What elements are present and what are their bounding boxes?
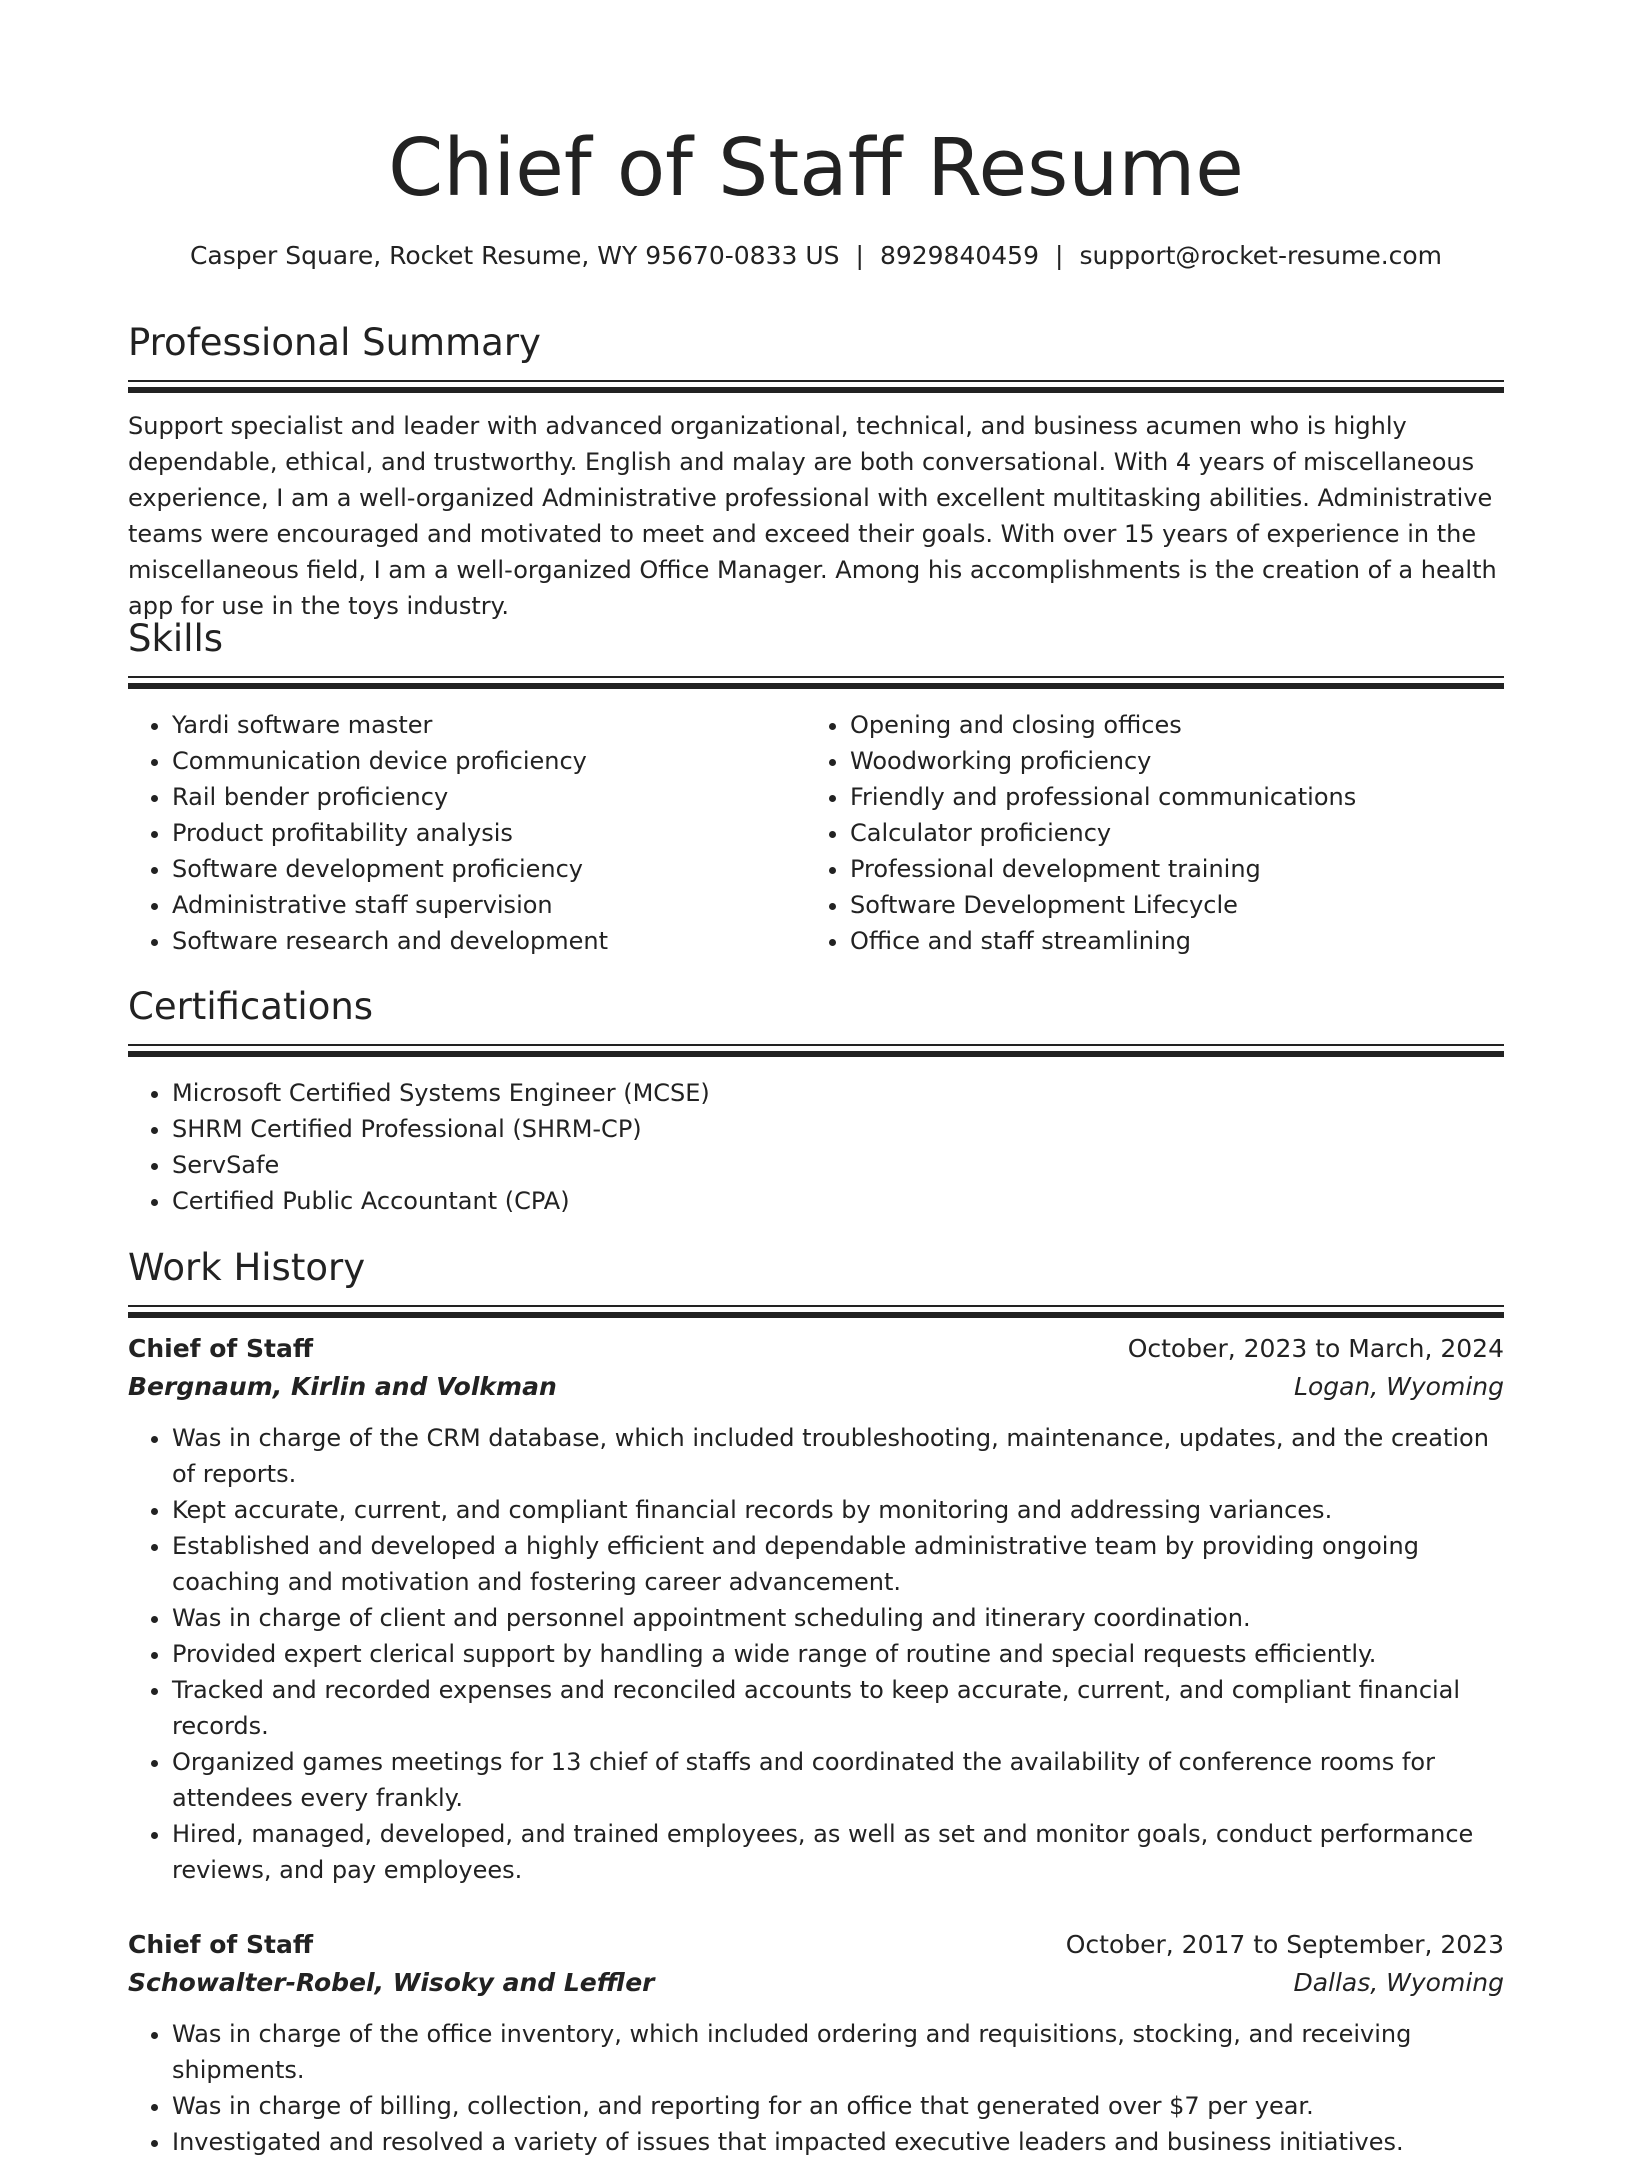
job-bullet: • Hired, managed, developed, and trained employees, as well as set and monitor goals, conduct performance reviews, and pay employees.: [172, 1816, 1504, 1888]
job-bullet: • Organized games meetings for 13 chief of staffs and coordinated the availability of conference rooms for attendees every frankly.: [172, 1744, 1504, 1816]
section-divider: [128, 683, 1504, 689]
contact-separator: |: [855, 241, 864, 270]
skill-item: • Yardi software master: [172, 707, 806, 743]
job-bullet: • Investigated and resolved a variety of issues that impacted executive leaders and business initiatives.: [172, 2124, 1504, 2160]
job-dates: October, 2017 to September, 2023: [1065, 1930, 1504, 1959]
job-bullet: • Tracked and recorded expenses and reconciled accounts to keep accurate, current, and compliant financial records.: [172, 1672, 1504, 1744]
certification-item: • ServSafe: [172, 1147, 1504, 1183]
job-bullet: • Was in charge of billing, collection, and reporting for an office that generated over $7 per year.: [172, 2088, 1504, 2124]
section-divider: [128, 676, 1504, 678]
section-divider: [128, 1044, 1504, 1046]
section-divider: [128, 387, 1504, 393]
work-history-heading: Work History: [128, 1246, 366, 1289]
skill-item: • Opening and closing offices: [850, 707, 1484, 743]
certification-item: • SHRM Certified Professional (SHRM-CP): [172, 1111, 1504, 1147]
skill-item: • Product profitability analysis: [172, 815, 806, 851]
contact-phone: 8929840459: [879, 241, 1039, 270]
skill-item: • Woodworking proficiency: [850, 743, 1484, 779]
job-bullets: [128, 1420, 1504, 1888]
contact-address: Casper Square, Rocket Resume, WY 95670-0833 US: [189, 241, 840, 270]
skill-item: • Calculator proficiency: [850, 815, 1484, 851]
skills-heading: Skills: [128, 617, 224, 660]
certifications-list: [128, 1075, 1504, 1219]
job-location: Dallas, Wyoming: [1293, 1968, 1504, 1997]
skills-right-column: [806, 707, 1484, 959]
skill-item: • Rail bender proficiency: [172, 779, 806, 815]
job-company: Bergnaum, Kirlin and Volkman: [128, 1372, 557, 1401]
certification-item: • Certified Public Accountant (CPA): [172, 1183, 1504, 1219]
job-bullet: • Established and developed a highly efficient and dependable administrative team by providing ongoing coaching and motivation and fostering career advancement.: [172, 1528, 1504, 1600]
skill-item: • Software Development Lifecycle: [850, 887, 1484, 923]
job-bullet: • Was in charge of the CRM database, which included troubleshooting, maintenance, updates, and the creation of reports.: [172, 1420, 1504, 1492]
skill-item: • Communication device proficiency: [172, 743, 806, 779]
job-entry: [128, 1330, 1504, 1888]
summary-section: [128, 318, 1504, 624]
certification-item: • Microsoft Certified Systems Engineer (MCSE): [172, 1075, 1504, 1111]
skill-item: • Friendly and professional communications: [850, 779, 1484, 815]
job-header: [128, 1330, 1504, 1368]
job-bullet: • Kept accurate, current, and compliant financial records by monitoring and addressing variances.: [172, 1492, 1504, 1528]
section-divider: [128, 1051, 1504, 1057]
job-title: Chief of Staff: [128, 1930, 314, 1959]
job-header: [128, 1926, 1504, 1964]
contact-line: [128, 236, 1504, 276]
job-location: Logan, Wyoming: [1294, 1372, 1504, 1401]
job-entry: [128, 1926, 1504, 2160]
resume-title: Chief of Staff Resume: [388, 122, 1244, 214]
contact-email: support@rocket-resume.com: [1079, 241, 1443, 270]
job-company: Schowalter-Robel, Wisoky and Leffler: [128, 1968, 655, 1997]
summary-text: Support specialist and leader with advanced organizational, technical, and business acumen who is highly dependable, ethical, and trustworthy. English and malay are both conversational. With 4 years of miscellaneous experience, I am a well-organized Administrative professional with excellent multitasking abilities. Administrative teams were encouraged and motivated to meet and exceed their goals. With over 15 years of experience in the miscellaneous field, I am a well-organized Office Manager. Among his accomplishments is the creation of a health app for use in the toys industry.: [128, 412, 1497, 620]
job-dates: October, 2023 to March, 2024: [1127, 1334, 1504, 1363]
summary-heading: Professional Summary: [128, 321, 541, 364]
skill-item: • Software research and development: [172, 923, 806, 959]
job-bullet: • Provided expert clerical support by handling a wide range of routine and special requests efficiently.: [172, 1636, 1504, 1672]
certifications-section: [128, 982, 1504, 1219]
job-bullets: [128, 2016, 1504, 2160]
certifications-heading: Certifications: [128, 985, 374, 1028]
skills-section: [128, 614, 1504, 959]
skill-item: • Administrative staff supervision: [172, 887, 806, 923]
section-divider: [128, 1312, 1504, 1318]
section-divider: [128, 380, 1504, 382]
job-subheader: [128, 1964, 1504, 2002]
section-divider: [128, 1305, 1504, 1307]
job-bullet: • Was in charge of the office inventory, which included ordering and requisitions, stocking, and receiving shipments.: [172, 2016, 1504, 2088]
skill-item: • Software development proficiency: [172, 851, 806, 887]
contact-separator: |: [1055, 241, 1064, 270]
skills-left-column: [128, 707, 806, 959]
work-history-section: [128, 1243, 1504, 1318]
skills-columns: [128, 707, 1504, 959]
job-title: Chief of Staff: [128, 1334, 314, 1363]
job-bullet: • Was in charge of client and personnel appointment scheduling and itinerary coordination.: [172, 1600, 1504, 1636]
skill-item: • Office and staff streamlining: [850, 923, 1484, 959]
skill-item: • Professional development training: [850, 851, 1484, 887]
job-subheader: [128, 1368, 1504, 1406]
